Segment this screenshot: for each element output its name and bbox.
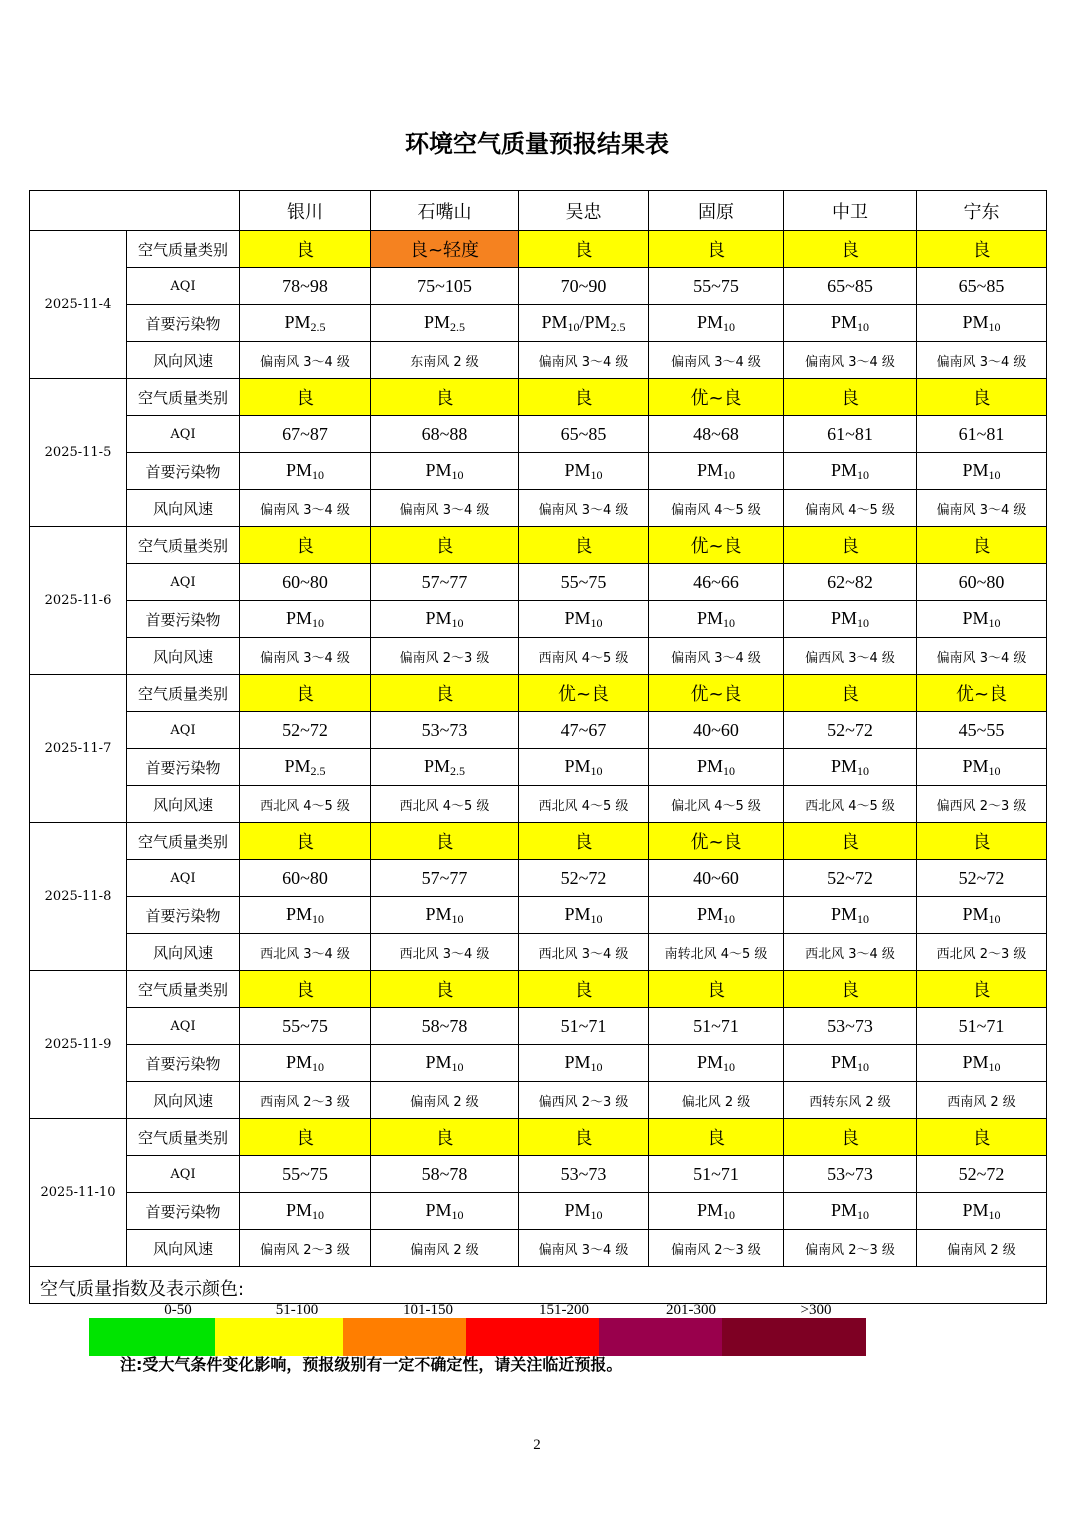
legend-title: 空气质量指数及表示颜色: bbox=[40, 1279, 245, 1300]
legend-range-label: 201-300 bbox=[666, 1302, 716, 1318]
forecast-date: 2025-11-7 bbox=[30, 675, 127, 823]
aqi-cell: 78~98 bbox=[240, 268, 371, 305]
category-cell: 良 bbox=[371, 379, 519, 416]
aqi-cell: 60~80 bbox=[240, 860, 371, 897]
category-cell: 优~良 bbox=[519, 675, 649, 712]
row-label-category: 空气质量类别 bbox=[127, 527, 240, 564]
forecast-date: 2025-11-6 bbox=[30, 527, 127, 675]
wind-cell: 西南风 4～5 级 bbox=[519, 638, 649, 675]
category-cell: 良 bbox=[649, 971, 784, 1008]
wind-cell: 偏南风 3～4 级 bbox=[784, 342, 917, 379]
city-header: 固原 bbox=[649, 191, 784, 231]
wind-cell: 西北风 4～5 级 bbox=[519, 786, 649, 823]
row-label-wind: 风向风速 bbox=[127, 638, 240, 675]
category-cell: 良 bbox=[784, 971, 917, 1008]
city-header: 石嘴山 bbox=[371, 191, 519, 231]
pollutant-cell: $PM_{10}$ bbox=[917, 601, 1047, 638]
wind-cell: 偏西风 3～4 级 bbox=[784, 638, 917, 675]
aqi-cell: 55~75 bbox=[649, 268, 784, 305]
row-label-aqi: AQI bbox=[127, 268, 240, 305]
category-cell: 良 bbox=[519, 1119, 649, 1156]
wind-cell: 西北风 3～4 级 bbox=[519, 934, 649, 971]
forecast-date: 2025-11-10 bbox=[30, 1119, 127, 1267]
wind-cell: 东南风 2 级 bbox=[371, 342, 519, 379]
aqi-cell: 52~72 bbox=[240, 712, 371, 749]
page-number: 2 bbox=[533, 1437, 541, 1453]
row-label-wind: 风向风速 bbox=[127, 1230, 240, 1267]
pollutant-cell: $PM_{10}$ bbox=[240, 1045, 371, 1082]
pollutant-cell: $PM_{10}$ bbox=[519, 897, 649, 934]
category-cell: 良 bbox=[519, 823, 649, 860]
aqi-cell: 52~72 bbox=[784, 712, 917, 749]
aqi-cell: 60~80 bbox=[917, 564, 1047, 601]
pollutant-cell: $PM_{10}$ bbox=[917, 453, 1047, 490]
legend-range-label: 101-150 bbox=[403, 1302, 453, 1318]
city-header: 银川 bbox=[240, 191, 371, 231]
category-cell: 良 bbox=[240, 675, 371, 712]
pollutant-cell: $PM_{10}$ bbox=[917, 749, 1047, 786]
table-row-pollutant bbox=[30, 749, 1047, 786]
pollutant-cell: $PM_{10}$ bbox=[519, 1193, 649, 1230]
forecast-date: 2025-11-8 bbox=[30, 823, 127, 971]
aqi-cell: 68~88 bbox=[371, 416, 519, 453]
wind-cell: 偏南风 3～4 级 bbox=[240, 490, 371, 527]
table-row-wind bbox=[30, 786, 1047, 823]
row-label-pollutant: 首要污染物 bbox=[127, 897, 240, 934]
aqi-cell: 67~87 bbox=[240, 416, 371, 453]
pollutant-cell: $PM_{10}$ bbox=[371, 1045, 519, 1082]
category-cell: 良 bbox=[917, 1119, 1047, 1156]
category-cell: 良 bbox=[784, 1119, 917, 1156]
header-blank-cell bbox=[30, 191, 240, 231]
wind-cell: 偏南风 3～4 级 bbox=[917, 342, 1047, 379]
aqi-cell: 62~82 bbox=[784, 564, 917, 601]
category-cell: 良 bbox=[240, 971, 371, 1008]
row-label-aqi: AQI bbox=[127, 416, 240, 453]
aqi-cell: 61~81 bbox=[917, 416, 1047, 453]
table-row-pollutant bbox=[30, 305, 1047, 342]
category-cell: 良 bbox=[784, 231, 917, 268]
pollutant-cell: $PM_{10}$ bbox=[784, 1193, 917, 1230]
wind-cell: 偏南风 2～3 级 bbox=[784, 1230, 917, 1267]
row-label-pollutant: 首要污染物 bbox=[127, 601, 240, 638]
pollutant-cell: $PM_{2.5}$ bbox=[240, 749, 371, 786]
aqi-cell: 40~60 bbox=[649, 860, 784, 897]
aqi-cell: 75~105 bbox=[371, 268, 519, 305]
aqi-cell: 65~85 bbox=[784, 268, 917, 305]
aqi-cell: 58~78 bbox=[371, 1156, 519, 1193]
city-header: 宁东 bbox=[917, 191, 1047, 231]
wind-cell: 西北风 2～3 级 bbox=[917, 934, 1047, 971]
table-row-pollutant bbox=[30, 897, 1047, 934]
forecast-date: 2025-11-5 bbox=[30, 379, 127, 527]
category-cell: 良 bbox=[371, 1119, 519, 1156]
pollutant-cell: $PM_{10}$ bbox=[917, 1045, 1047, 1082]
table-row-wind bbox=[30, 342, 1047, 379]
pollutant-cell: $PM_{10}$ bbox=[917, 897, 1047, 934]
legend-range-label: 51-100 bbox=[275, 1302, 319, 1318]
category-cell: 良 bbox=[519, 527, 649, 564]
table-row-category bbox=[30, 527, 1047, 564]
pollutant-cell: $PM_{10}$ bbox=[649, 1045, 784, 1082]
legend-color-swatch bbox=[466, 1318, 599, 1356]
table-row-category bbox=[30, 823, 1047, 860]
aqi-cell: 55~75 bbox=[240, 1156, 371, 1193]
wind-cell: 偏西风 2～3 级 bbox=[519, 1082, 649, 1119]
pollutant-cell: $PM_{10}$ bbox=[784, 305, 917, 342]
table-row-pollutant bbox=[30, 601, 1047, 638]
wind-cell: 偏南风 3～4 级 bbox=[917, 638, 1047, 675]
pollutant-cell: $PM_{10}$ bbox=[371, 453, 519, 490]
forecast-date: 2025-11-9 bbox=[30, 971, 127, 1119]
aqi-cell: 47~67 bbox=[519, 712, 649, 749]
category-cell: 良 bbox=[917, 231, 1047, 268]
aqi-cell: 53~73 bbox=[519, 1156, 649, 1193]
category-cell: 优~良 bbox=[649, 527, 784, 564]
aqi-cell: 53~73 bbox=[784, 1156, 917, 1193]
row-label-aqi: AQI bbox=[127, 712, 240, 749]
wind-cell: 西北风 3～4 级 bbox=[784, 934, 917, 971]
category-cell: 良 bbox=[917, 527, 1047, 564]
aqi-cell: 48~68 bbox=[649, 416, 784, 453]
category-cell: 优~良 bbox=[649, 379, 784, 416]
legend-color-swatch bbox=[599, 1318, 722, 1356]
category-cell: 良 bbox=[519, 231, 649, 268]
row-label-wind: 风向风速 bbox=[127, 786, 240, 823]
category-cell: 良~轻度 bbox=[371, 231, 519, 268]
category-cell: 良 bbox=[784, 527, 917, 564]
wind-cell: 偏北风 2 级 bbox=[649, 1082, 784, 1119]
category-cell: 良 bbox=[917, 971, 1047, 1008]
pollutant-cell: $PM_{10}$ bbox=[240, 1193, 371, 1230]
table-row-wind bbox=[30, 1082, 1047, 1119]
category-cell: 良 bbox=[519, 971, 649, 1008]
category-cell: 良 bbox=[240, 231, 371, 268]
legend-range-label: 151-200 bbox=[539, 1302, 589, 1318]
pollutant-cell: $PM_{10}$ bbox=[649, 749, 784, 786]
category-cell: 良 bbox=[649, 231, 784, 268]
legend-row bbox=[30, 1267, 1047, 1304]
pollutant-cell: $PM_{10}$ bbox=[371, 897, 519, 934]
pollutant-cell: $PM_{2.5}$ bbox=[240, 305, 371, 342]
category-cell: 良 bbox=[240, 527, 371, 564]
legend-color-swatch bbox=[89, 1318, 215, 1356]
category-cell: 良 bbox=[784, 823, 917, 860]
forecast-date: 2025-11-4 bbox=[30, 231, 127, 379]
table-row-aqi bbox=[30, 564, 1047, 601]
pollutant-cell: $PM_{10}/PM_{2.5}$ bbox=[519, 305, 649, 342]
aqi-cell: 52~72 bbox=[917, 1156, 1047, 1193]
pollutant-cell: $PM_{10}$ bbox=[784, 749, 917, 786]
row-label-category: 空气质量类别 bbox=[127, 379, 240, 416]
wind-cell: 西北风 3～4 级 bbox=[240, 934, 371, 971]
category-cell: 优~良 bbox=[649, 675, 784, 712]
wind-cell: 偏南风 2～3 级 bbox=[649, 1230, 784, 1267]
legend-cell bbox=[30, 1267, 1047, 1318]
wind-cell: 西北风 4～5 级 bbox=[240, 786, 371, 823]
row-label-pollutant: 首要污染物 bbox=[127, 749, 240, 786]
pollutant-cell: $PM_{2.5}$ bbox=[371, 749, 519, 786]
wind-cell: 西北风 4～5 级 bbox=[784, 786, 917, 823]
legend-color-swatch bbox=[343, 1318, 466, 1356]
wind-cell: 偏南风 3～4 级 bbox=[519, 490, 649, 527]
table-row-category bbox=[30, 971, 1047, 1008]
table-row-pollutant bbox=[30, 1193, 1047, 1230]
pollutant-cell: $PM_{10}$ bbox=[649, 453, 784, 490]
wind-cell: 偏南风 2 级 bbox=[917, 1230, 1047, 1267]
category-cell: 优~良 bbox=[649, 823, 784, 860]
aqi-cell: 40~60 bbox=[649, 712, 784, 749]
wind-cell: 西南风 2～3 级 bbox=[240, 1082, 371, 1119]
row-label-aqi: AQI bbox=[127, 1008, 240, 1045]
forecast-table bbox=[29, 190, 1047, 1318]
pollutant-cell: $PM_{10}$ bbox=[784, 1045, 917, 1082]
category-cell: 良 bbox=[371, 971, 519, 1008]
pollutant-cell: $PM_{10}$ bbox=[784, 601, 917, 638]
wind-cell: 西南风 2 级 bbox=[917, 1082, 1047, 1119]
table-row-aqi bbox=[30, 268, 1047, 305]
table-header-row bbox=[30, 191, 1047, 231]
wind-cell: 偏西风 2～3 级 bbox=[917, 786, 1047, 823]
pollutant-cell: $PM_{10}$ bbox=[240, 453, 371, 490]
category-cell: 良 bbox=[371, 527, 519, 564]
row-label-pollutant: 首要污染物 bbox=[127, 305, 240, 342]
category-cell: 良 bbox=[240, 823, 371, 860]
legend-color-swatch bbox=[722, 1318, 866, 1356]
category-cell: 良 bbox=[240, 1119, 371, 1156]
legend-range-label: 0-50 bbox=[164, 1302, 192, 1318]
row-label-pollutant: 首要污染物 bbox=[127, 1045, 240, 1082]
table-row-wind bbox=[30, 1230, 1047, 1267]
row-label-wind: 风向风速 bbox=[127, 934, 240, 971]
row-label-wind: 风向风速 bbox=[127, 490, 240, 527]
row-label-category: 空气质量类别 bbox=[127, 971, 240, 1008]
pollutant-cell: $PM_{10}$ bbox=[917, 305, 1047, 342]
pollutant-cell: $PM_{10}$ bbox=[371, 601, 519, 638]
aqi-cell: 51~71 bbox=[519, 1008, 649, 1045]
table-row-wind bbox=[30, 490, 1047, 527]
wind-cell: 偏南风 3～4 级 bbox=[240, 638, 371, 675]
table-row-category bbox=[30, 379, 1047, 416]
table-row-aqi bbox=[30, 416, 1047, 453]
wind-cell: 偏南风 2 级 bbox=[371, 1230, 519, 1267]
pollutant-cell: $PM_{10}$ bbox=[784, 453, 917, 490]
pollutant-cell: $PM_{10}$ bbox=[649, 305, 784, 342]
legend-labels bbox=[89, 1302, 869, 1318]
category-cell: 良 bbox=[371, 823, 519, 860]
wind-cell: 南转北风 4～5 级 bbox=[649, 934, 784, 971]
pollutant-cell: $PM_{10}$ bbox=[519, 749, 649, 786]
wind-cell: 偏南风 3～4 级 bbox=[519, 342, 649, 379]
wind-cell: 偏南风 3～4 级 bbox=[917, 490, 1047, 527]
aqi-cell: 53~73 bbox=[784, 1008, 917, 1045]
wind-cell: 偏南风 4～5 级 bbox=[784, 490, 917, 527]
category-cell: 良 bbox=[917, 823, 1047, 860]
aqi-cell: 52~72 bbox=[917, 860, 1047, 897]
row-label-category: 空气质量类别 bbox=[127, 823, 240, 860]
row-label-aqi: AQI bbox=[127, 564, 240, 601]
pollutant-cell: $PM_{10}$ bbox=[519, 1045, 649, 1082]
pollutant-cell: $PM_{10}$ bbox=[784, 897, 917, 934]
aqi-cell: 58~78 bbox=[371, 1008, 519, 1045]
row-label-aqi: AQI bbox=[127, 1156, 240, 1193]
pollutant-cell: $PM_{10}$ bbox=[649, 601, 784, 638]
aqi-cell: 61~81 bbox=[784, 416, 917, 453]
aqi-cell: 53~73 bbox=[371, 712, 519, 749]
table-row-aqi bbox=[30, 712, 1047, 749]
wind-cell: 偏南风 4～5 级 bbox=[649, 490, 784, 527]
table-row-category bbox=[30, 675, 1047, 712]
aqi-cell: 51~71 bbox=[917, 1008, 1047, 1045]
table-row-category bbox=[30, 231, 1047, 268]
table-row-wind bbox=[30, 934, 1047, 971]
wind-cell: 偏南风 2～3 级 bbox=[240, 1230, 371, 1267]
pollutant-cell: $PM_{2.5}$ bbox=[371, 305, 519, 342]
wind-cell: 偏北风 4～5 级 bbox=[649, 786, 784, 823]
aqi-cell: 45~55 bbox=[917, 712, 1047, 749]
city-header: 中卫 bbox=[784, 191, 917, 231]
row-label-wind: 风向风速 bbox=[127, 1082, 240, 1119]
category-cell: 良 bbox=[240, 379, 371, 416]
category-cell: 良 bbox=[649, 1119, 784, 1156]
row-label-wind: 风向风速 bbox=[127, 342, 240, 379]
row-label-pollutant: 首要污染物 bbox=[127, 453, 240, 490]
pollutant-cell: $PM_{10}$ bbox=[649, 1193, 784, 1230]
table-row-category bbox=[30, 1119, 1047, 1156]
page-title: 环境空气质量预报结果表 bbox=[405, 130, 669, 158]
aqi-cell: 65~85 bbox=[917, 268, 1047, 305]
table-row-aqi bbox=[30, 860, 1047, 897]
aqi-cell: 55~75 bbox=[519, 564, 649, 601]
wind-cell: 偏南风 3～4 级 bbox=[519, 1230, 649, 1267]
table-row-pollutant bbox=[30, 453, 1047, 490]
pollutant-cell: $PM_{10}$ bbox=[240, 601, 371, 638]
aqi-cell: 60~80 bbox=[240, 564, 371, 601]
pollutant-cell: $PM_{10}$ bbox=[917, 1193, 1047, 1230]
legend-range-label: >300 bbox=[800, 1302, 832, 1318]
aqi-cell: 65~85 bbox=[519, 416, 649, 453]
category-cell: 良 bbox=[371, 675, 519, 712]
footnote: 注:受大气条件变化影响，预报级别有一定不确定性，请关注临近预报。 bbox=[120, 1355, 623, 1374]
pollutant-cell: $PM_{10}$ bbox=[649, 897, 784, 934]
aqi-cell: 46~66 bbox=[649, 564, 784, 601]
pollutant-cell: $PM_{10}$ bbox=[519, 453, 649, 490]
category-cell: 良 bbox=[784, 675, 917, 712]
pollutant-cell: $PM_{10}$ bbox=[240, 897, 371, 934]
wind-cell: 偏南风 3～4 级 bbox=[240, 342, 371, 379]
wind-cell: 偏南风 3～4 级 bbox=[649, 342, 784, 379]
row-label-pollutant: 首要污染物 bbox=[127, 1193, 240, 1230]
row-label-category: 空气质量类别 bbox=[127, 675, 240, 712]
row-label-category: 空气质量类别 bbox=[127, 1119, 240, 1156]
aqi-cell: 70~90 bbox=[519, 268, 649, 305]
aqi-cell: 57~77 bbox=[371, 860, 519, 897]
aqi-cell: 52~72 bbox=[519, 860, 649, 897]
wind-cell: 偏南风 3～4 级 bbox=[649, 638, 784, 675]
table-row-aqi bbox=[30, 1008, 1047, 1045]
aqi-cell: 55~75 bbox=[240, 1008, 371, 1045]
category-cell: 良 bbox=[917, 379, 1047, 416]
wind-cell: 偏南风 2 级 bbox=[371, 1082, 519, 1119]
table-row-wind bbox=[30, 638, 1047, 675]
wind-cell: 西转东风 2 级 bbox=[784, 1082, 917, 1119]
table-row-aqi bbox=[30, 1156, 1047, 1193]
table-row-pollutant bbox=[30, 1045, 1047, 1082]
category-cell: 良 bbox=[519, 379, 649, 416]
category-cell: 优~良 bbox=[917, 675, 1047, 712]
wind-cell: 西北风 3～4 级 bbox=[371, 934, 519, 971]
pollutant-cell: $PM_{10}$ bbox=[371, 1193, 519, 1230]
aqi-cell: 51~71 bbox=[649, 1156, 784, 1193]
wind-cell: 西北风 4～5 级 bbox=[371, 786, 519, 823]
row-label-category: 空气质量类别 bbox=[127, 231, 240, 268]
aqi-cell: 57~77 bbox=[371, 564, 519, 601]
aqi-cell: 51~71 bbox=[649, 1008, 784, 1045]
row-label-aqi: AQI bbox=[127, 860, 240, 897]
aqi-cell: 52~72 bbox=[784, 860, 917, 897]
wind-cell: 偏南风 2～3 级 bbox=[371, 638, 519, 675]
category-cell: 良 bbox=[784, 379, 917, 416]
pollutant-cell: $PM_{10}$ bbox=[519, 601, 649, 638]
legend-color-swatch bbox=[215, 1318, 343, 1356]
city-header: 吴忠 bbox=[519, 191, 649, 231]
wind-cell: 偏南风 3～4 级 bbox=[371, 490, 519, 527]
